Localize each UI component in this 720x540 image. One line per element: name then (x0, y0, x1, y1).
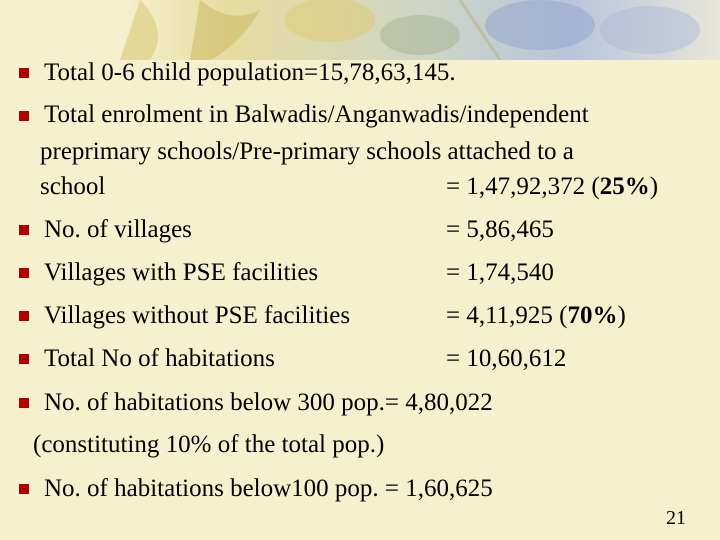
bullet-icon (19, 484, 29, 494)
villages-with-pse-value: = 1,74,540 (446, 259, 554, 286)
decorative-banner (0, 0, 720, 60)
enrolment-text-line3: school (40, 173, 106, 200)
habitations-below-300-note: (constituting 10% of the total pop.) (33, 431, 385, 458)
villages-without-pse-percent: 70% (567, 302, 618, 329)
bullet-icon (19, 111, 29, 121)
enrolment-text-line2: preprimary schools/Pre-primary schools attached to a (40, 138, 574, 165)
habitations-below-100-text: No. of habitations below100 pop. = 1,60,625 (44, 475, 493, 502)
habitations-below-300-text: No. of habitations below 300 pop.= 4,80,022 (44, 389, 493, 416)
bullet-icon (19, 268, 29, 278)
villages-without-pse-value: = 4,11,925 (70%) (446, 302, 626, 329)
bullet-icon (19, 311, 29, 321)
villages-value: = 5,86,465 (446, 216, 554, 243)
page-number: 21 (666, 507, 686, 529)
bullet-icon (19, 354, 29, 364)
villages-label: No. of villages (44, 216, 192, 243)
villages-without-pse-label: Villages without PSE facilities (44, 302, 351, 329)
enrolment-percent: 25% (599, 173, 650, 200)
child-population-text: Total 0-6 child population=15,78,63,145. (44, 59, 456, 86)
enrolment-value: = 1,47,92,372 (25%) (446, 173, 659, 200)
bullet-icon (19, 225, 29, 235)
villages-with-pse-label: Villages with PSE facilities (44, 259, 319, 286)
bullet-icon (19, 398, 29, 408)
habitations-label: Total No of habitations (44, 345, 275, 372)
bullet-icon (19, 68, 29, 78)
habitations-value: = 10,60,612 (446, 345, 567, 372)
enrolment-text: Total enrolment in Balwadis/Anganwadis/independent (44, 101, 589, 128)
